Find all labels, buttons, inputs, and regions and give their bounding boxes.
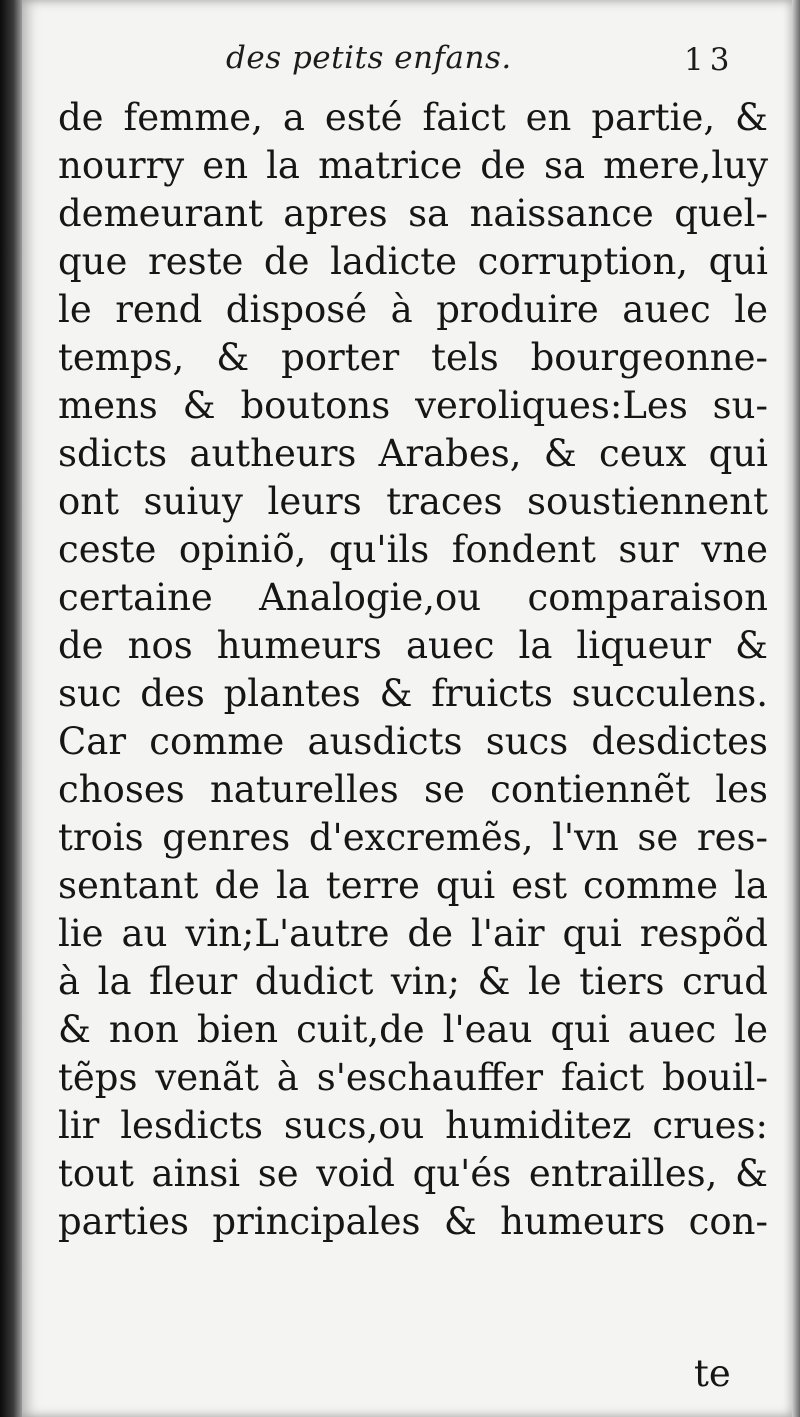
page-gutter-shadow xyxy=(0,0,22,1417)
text-line: à la fleur dudict vin; & le tiers crud xyxy=(58,960,768,1003)
text-line: sentant de la terre qui est comme la xyxy=(58,864,768,907)
text-line: Car comme ausdicts sucs desdictes xyxy=(58,720,768,763)
text-line: que reste de ladicte corruption, qui xyxy=(58,240,768,283)
text-line: certaine Analogie,ou comparaison xyxy=(58,576,768,619)
catchword: te xyxy=(694,1352,731,1395)
text-line: le rend disposé à produire auec le xyxy=(58,288,768,331)
body-text xyxy=(58,94,768,1246)
text-line: temps, & porter tels bourgeonne- xyxy=(58,336,768,379)
text-line: ceste opiniõ, qu'ils fondent sur vne xyxy=(58,528,768,571)
text-line: parties principales & humeurs con- xyxy=(58,1200,768,1243)
text-line: sdicts autheurs Arabes, & ceux qui xyxy=(58,432,768,475)
text-line: lie au vin;L'autre de l'air qui respõd xyxy=(58,912,768,955)
text-line: lir lesdicts sucs,ou humiditez crues: xyxy=(58,1104,768,1147)
text-line: choses naturelles se contiennẽt les xyxy=(58,768,768,811)
text-line: & non bien cuit,de l'eau qui auec le xyxy=(58,1008,768,1051)
running-title: des petits enfans. xyxy=(226,40,512,76)
text-line: suc des plantes & fruicts succulens. xyxy=(58,672,768,715)
text-line: tẽps venãt à s'eschauffer faict bouil- xyxy=(58,1056,768,1099)
text-line: nourry en la matrice de sa mere,luy xyxy=(58,144,768,187)
page-edge-shadow xyxy=(792,0,800,1417)
text-line: de nos humeurs auec la liqueur & xyxy=(58,624,768,667)
page-number: 13 xyxy=(684,42,736,78)
running-head xyxy=(22,40,792,90)
text-line: demeurant apres sa naissance quel- xyxy=(58,192,768,235)
book-page xyxy=(22,0,792,1417)
text-line: ont suiuy leurs traces soustiennent xyxy=(58,480,768,523)
text-line: mens & boutons veroliques:Les su- xyxy=(58,384,768,427)
text-line: de femme, a esté faict en partie, & xyxy=(58,96,768,139)
text-line: trois genres d'excremẽs, l'vn se res- xyxy=(58,816,768,859)
text-line: tout ainsi se void qu'és entrailles, & xyxy=(58,1152,768,1195)
